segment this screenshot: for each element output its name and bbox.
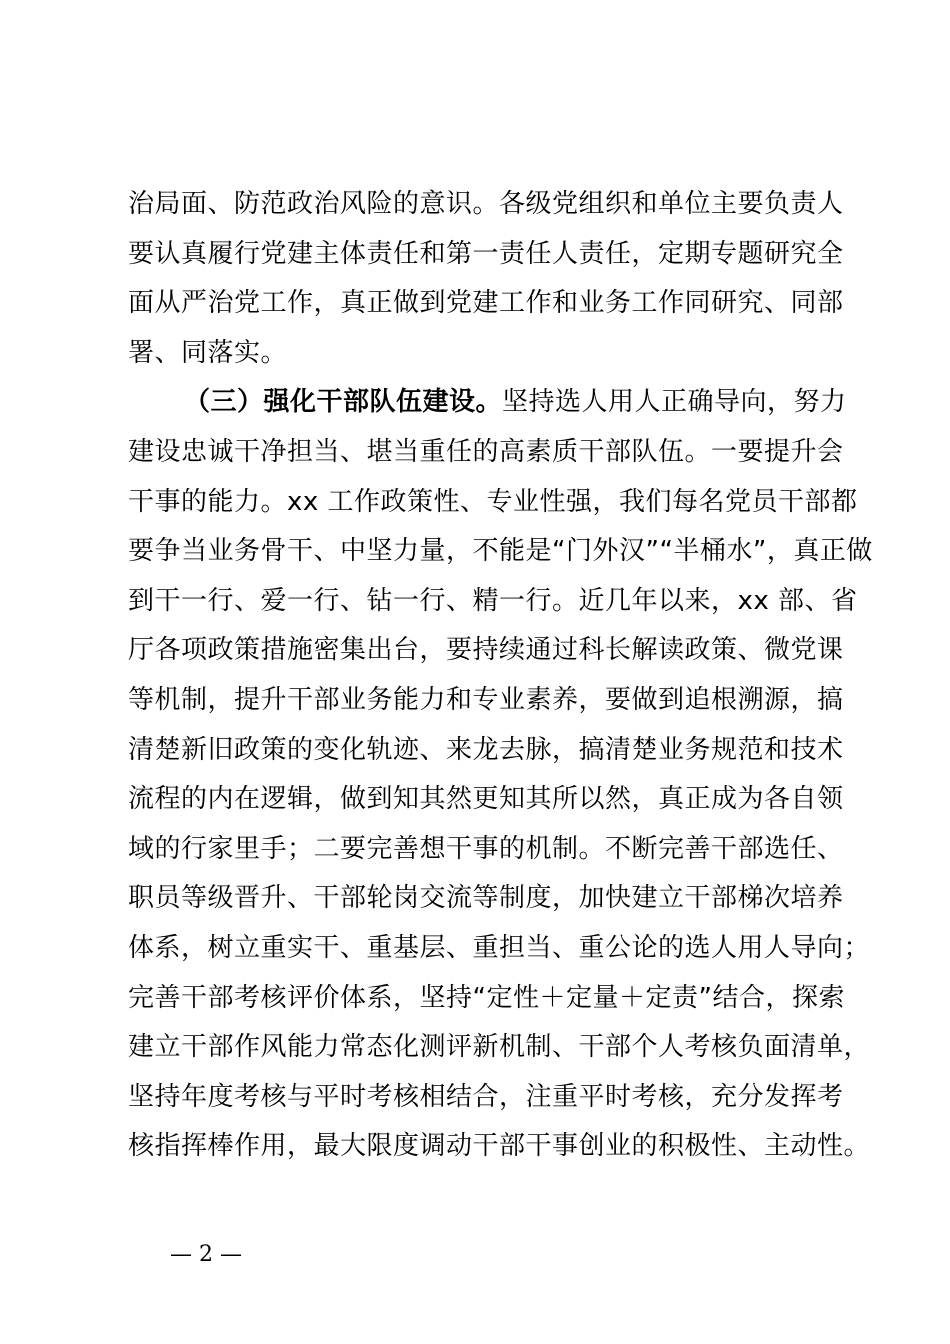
section-heading: （三）强化干部队伍建设。 [184,387,503,418]
paragraph-line: 治局面、防范政治风险的意识。各级党组织和单位主要负责人 [128,189,844,219]
paragraph-line: 要争当业务骨干、中坚力量，不能是“门外汉”“半桶水”，真正做 [128,536,873,567]
paragraph-line: 体系，树立重实干、重基层、重担当、重公论的选人用人导向； [128,932,871,963]
paragraph-line: 建立干部作风能力常态化测评新机制、干部个人考核负面清单， [128,1032,871,1063]
paragraph-line: 完善干部考核评价体系，坚持“定性＋定量＋定责”结合，探索 [128,982,845,1013]
paragraph-line: 干事的能力。xx 工作政策性、专业性强，我们每名党员干部都 [128,486,858,517]
section-first-line [128,378,848,428]
paragraph-line: 等机制，提升干部业务能力和专业素养，要做到追根溯源，搞 [128,684,844,715]
paragraph-line: 坚持年度考核与平时考核相结合，注重平时考核，充分发挥考 [128,1081,844,1112]
paragraph-line: 流程的内在逻辑，做到知其然更知其所以然，真正成为各自领 [128,784,844,815]
paragraph-line: 核指挥棒作用，最大限度调动干部干事创业的积极性、主动性。 [128,1131,871,1162]
paragraph-line: 职员等级晋升、干部轮岗交流等制度，加快建立干部梯次培养 [128,883,844,914]
paragraph-line: 清楚新旧政策的变化轨迹、来龙去脉，搞清楚业务规范和技术 [128,734,844,765]
page-number: — 2 — [170,1242,242,1267]
paragraph-line: 建设忠诚干净担当、堪当重任的高素质干部队伍。一要提升会 [128,436,844,467]
section-first-line-text: 坚持选人用人正确导向，努力 [502,387,847,418]
paragraph-line: 署、同落实。 [128,337,288,368]
paragraph-line: 到干一行、爱一行、钻一行、精一行。近几年以来，xx 部、省 [128,585,858,616]
paragraph-line: 面从严治党工作，真正做到党建工作和业务工作同研究、同部 [128,288,844,319]
paragraph-line: 要认真履行党建主体责任和第一责任人责任，定期专题研究全 [128,238,844,269]
body-text [128,180,873,1172]
paragraph-line: 域的行家里手；二要完善想干事的机制。不断完善干部选任、 [128,833,844,864]
paragraph-line: 厅各项政策措施密集出台，要持续通过科长解读政策、微党课 [128,635,844,666]
